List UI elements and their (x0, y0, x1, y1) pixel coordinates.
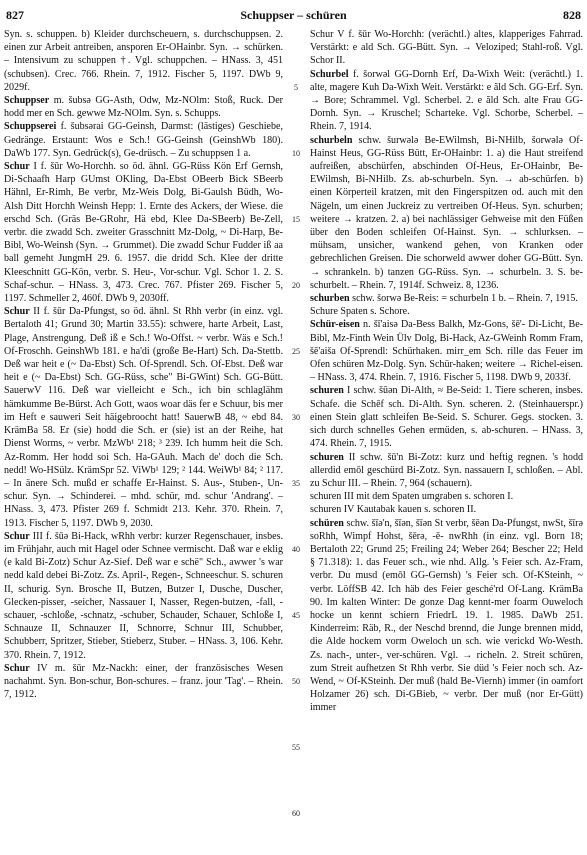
entry-headword: Schur (4, 161, 30, 173)
entry-text: III f. šūə Bi-Hack, wRhh verbr: kurzer Regenschauer, insbes. im Frühjahr, auch mit Hagel oder Schnee vermischt. Daß war e eklig (e kald Bi-Zotz) Schur Az-Sief. Deß war e schë" Sch., awwer 's war nedd kald debei Bi-Zotz. Zs. April-, Regen-, Schneeschur. S. schuren II, schurig. Syn. Brosche II, Butzen, Butzer I, Dusche, Duscher, Glecken-pisser, -seicher, Nassauer I, Nasser, Regen-butzen, -fall, -schauer, -schloße, -schnatz, -schuber, Schauder, Schauer, Schloße I, Schnauze II, Schnauzer II, Schnorre, Schnur III, Schubber, Schubberr, Spritzer, Stieber, Stieberz, Stuber. – HNass. 3, 106. Kehr. 370. Rhein. 7, 1912. (4, 530, 283, 661)
line-number: 20 (292, 280, 300, 290)
entry-headword: Schuppser (4, 95, 50, 107)
entry-headword: Schur (4, 662, 30, 674)
entry-headword: schuren (310, 451, 344, 463)
dictionary-entry (310, 28, 583, 68)
line-number: 55 (292, 742, 300, 752)
line-number: 15 (292, 214, 300, 224)
entry-text: Schure Spaten s. Schore. (310, 306, 410, 318)
dictionary-entry (310, 490, 583, 503)
entry-text: II f. šūr Da-Pfungst, so öd. ähnl. St Rhh verbr (in einz. vgl. Bertaloth 41; Grund 30; Martin 33.55): schwere, harte Arbeit, Last, Plage, Anstrengung. Deß iß e Sch.! Wo-Offst. ~ verbr. Wäs e Sch.! Of-Froschh. GeinshWb 181. e ha'di (große Be-Hart) Sch. Da-Stettb. Deß war heit e (~ Da-Ebst) Sch. Of-Sprendl. Sch. Of-Ebst. Deß war heit e (~ Da-Ebst) Sch. GG-Rüss, sche" Bi-GWint) Sch. GG-Bütt. SauerwV 116. Deß war vielleicht e Sch., ich bin schlaglähm hämkumme Be-Bürst. Ach Gott, waos woar däs fer e Schuur, bis mer im Heft e sauweri Seit häigebroocht hatt! SauerwB 48, ~ ebd 84. KrämBa 58. Er (sie) hodd die Sch. er (sie) ist an der Reihe, hat Dienst Worms, ~ verbr. MzWb¹ 218; ³ 239. Ich humm heit die Sch. Az-Romm. Her hodd soi Sch. Ha-GAuh. Mach de' doch die Sch. nedd! Wo-HSülz. KrämSpr 52. ViWb¹ 129; ² 144. WeiWb¹ 84; ² 117. – In änere Sch. mußd er schaffe Er-Hainst. S. Aus-, Stuben-, Un-schur. Syn. → Schinderei. – mhd. schür, md. schur 'Andrang'. – HNass. 3, 473. Pfister 269 f. Schmidt 213. Kehr. 370. Rhein. 7, 1913. Fischer 5, 1197. DWb 9, 2030. (4, 306, 283, 529)
entry-text: Schur V f. šūr Wo-Horchh: (verächtl.) altes, klapperiges Fahrrad. Verstärkt: e ald Sch. GG-Bütt. Syn. → Veloziped; Stahl-roß. Vgl. Schor II. (310, 29, 583, 67)
entry-headword: Schuppserei (4, 121, 57, 133)
entry-headword: Schur (4, 306, 30, 318)
dictionary-entry (4, 120, 283, 160)
entry-text: I schw. šūən Di-Alth, ≈ Be-Seid: 1. Tiere scheren, insbes. Schafe. die Schēf sch. Di-Alth. Syn. scheren. 2. (Steinhauerspr.) einen Stein glatt schleifen Be-Seid. S. Schurer. Gegs. stocken. 3. sich durch schnelles Gehen ermüden, s. ab-schuren. – HNass. 3, 474. Rhein. 7, 1915. (310, 385, 583, 450)
line-number: 45 (292, 610, 300, 620)
entry-headword: Schur (4, 530, 30, 542)
dictionary-entry (310, 134, 583, 292)
entry-headword: Schür-eisen (310, 319, 360, 331)
dictionary-entry (310, 384, 583, 450)
dictionary-entry (310, 503, 583, 516)
entry-text: IV m. šūr Mz-Nackh: einer, der französisches Wesen nachahmt. Syn. Bon-schur, Bon-schures. – franz. jour 'Tag'. – Rhein. 7, 1912. (4, 662, 284, 701)
page-title: Schuppser – schüren (240, 8, 347, 22)
entry-text: II schw. šū'n Bi-Zotz: kurz und heftig regnen. 's hodd allerdid emōl geschürd Bi-Zotz. Syn. nassauern I, schloßen. – Abl. zu Schur III. – Rhein. 7, 964 (schauern). (310, 451, 583, 489)
entry-headword: Schurbel (310, 68, 349, 80)
page-number-left: 827 (6, 8, 24, 22)
page-number-right: 828 (563, 8, 581, 22)
dictionary-entry (310, 318, 583, 384)
entry-text: schw. šurwələ Be-EWilmsh, Bi-NHilb, šorwələ Of-Hainst Heus, GG-Rüss Bütt, Er-OHainbr: 1. a) die Haut streifend aufreißen, abschürfen, abschinden Of-Heus, Er-OHainbr, Be-EWilmsh, Bi-NHilb. Zs. ab-schurbeln. Syn. → ab-schürfen. b) einen Körperteil kratzen, mit den Fingerspitzen od. auch mit den Nägeln, um einen Juckreiz zu vertreiben Of-Heus. Syn. schurben; weitere → kratzen. 2. a) bei nachlässiger Gehweise mit den Füßen über den Boden schleifen Of-Hainst. Syn. → schlurksen. – mühsam, unsicher, wankend gehen, von Kranken oder gebrechlichen Greisen. Die schorweld awwer doher GG-Bütt. Syn. → schrankeln. b) tanzen GG-Rüss. Syn. → schurbeln. 3. S. be-schurbelt. – Rhein. 7, 1914f. Schweiz. 8, 1236. (310, 134, 583, 291)
dictionary-entry (310, 517, 583, 715)
dictionary-entry (310, 451, 583, 491)
line-number: 30 (292, 412, 300, 422)
dictionary-entry (4, 94, 283, 120)
dictionary-entry (4, 305, 283, 529)
left-column (4, 28, 283, 701)
entry-headword: schurben (310, 293, 350, 305)
entry-headword: schüren (310, 517, 344, 529)
dictionary-entry (310, 305, 583, 318)
entry-text: I f. šūr Wo-Horchh. so öd. ähnl. GG-Rüss Kön Erf Gernsh, Di-Schaafh Harp GUmst OKling, Da-Ebst OBeerb Bick SBeerb Hähnl, Er-Rimh, Be verbr, Mz-Weis Dolg, Bi-Gaulsh Büdh, Wo-Alsh Ditt Horchh Weinsh Hepp: 1. Ernte des Ackers, der Wiese. die erschd Sch. (Gräs Be-GRohr, Hä ebd, Klee Da-SBeerb) Be-Zell, verbr. die zwadd Sch. zweiter Grasschnitt Mz-Dolg, ~ Di-Harp, Be-Bibl, Wo-Weinsh (Syn. → Grummet). Die zwadd Schur Fudder iß aa ball gemeht JungmH 29. 6. 1957. die dridd Sch. Klee der dritte Kleeschnitt GG-Kön, verbr. S. Heu-, Vor-schur. Vgl. Schor 1. 2. S. Schaf-schur. – HNass. 3, 473. Crec. 767. Pfister 269. Fischer 5, 1197. Schmeller 2, 460f. DWb 9, 2030ff. (4, 161, 283, 305)
line-number: 60 (292, 808, 300, 818)
line-number: 25 (292, 346, 300, 356)
dictionary-entry (4, 662, 283, 702)
entry-headword: schurbeln (310, 134, 353, 146)
entry-headword: schuren (310, 385, 344, 397)
line-number: 35 (292, 478, 300, 488)
line-number: 5 (294, 82, 298, 92)
entry-text: f. šorwəl GG-Dornh Erf, Da-Wixh Weit: (verächtl.) 1. alte, magere Kuh Da-Wixh Weit. Verstärkt: e ăld Sch. GG-Erf. Syn. → Bore; Schrammel. Vgl. Scherbel. 2. e ăld Sch. alte Frau GG-Dornh. Syn. → Kruschel; Scharteke. Vgl. Schorbe, Scherbel. – Rhein. 7, 1914. (310, 68, 583, 133)
line-number: 50 (292, 676, 300, 686)
entry-text: Syn. s. schuppen. b) Kleider durchscheuern, s. durchschuppsen. 2. einen zur Arbeit antreiben, ansporen Er-OHainbr. Syn. → schürken. – Intensivum zu schuppen †. Vgl. schuppchen. – HNass. 3, 451 (schubsen). Crec. 766. Rhein. 7, 1912. Fischer 5, 1197. DWb 9, 2029f. (4, 29, 283, 93)
dictionary-entry (4, 28, 283, 94)
entry-text: schw. šīə'n, šīən, šīən St verbr, šēən Da-Pfungst, nwSt, šīrə soRhh, Wimpf Hohst, šērə, -ē- nwRhh (in einz. vgl. Born 18; Bertaloth 22; Grund 25; Freiling 24; Weber 264; Bescher 22; Held § 71.318): 1. das Feuer sch., wie nhd. Allg. 's Feier sch. Az-Fram, verbr. Du musd (emōl GG-Gernsh) 's Feier sch. Of-KSteinh, ~ verbr. LöffSB 42. Ich häb des Feier gesché'rd Of-Lang. KrämBa 90. Im kalten Winter: De gonze Dag kennt-mer foarm Ouweloch hocke un kennt schiern FriedrL 19. 1. 1985. DaWb 251. Kinderreim: Räb, R., der Neschd brennd, die Junge brennen midd, die Alde hockem vorm Oweloch un sch. wie verickd Wo-Westh. Zs. nach-, unter-, ver-schüren. Vgl. → richeln. 2. Streit schüren, zum Streit aufhetzen St Rhh verbr. Sie düd 's Feier noch sch. Az-Wend, ~ Of-KSteinh. Der muß (hald Be-Viernh) immer (in oamfort Holzamer 26) sch. Di-GBieb, ~ verbr. Der muß (nor Er-Gütt) immer (310, 517, 583, 714)
page-header (0, 8, 587, 24)
entry-text: schw. šorwə Be-Reis: = schurbeln 1 b. – Rhein. 7, 1915. (352, 293, 578, 305)
entry-text: n. šī'aisə Da-Bess Balkh, Mz-Gons, šē'- Di-Licht, Be-Bibl, Mz-Finth Wein Ülv Dolg, Bi-Hack, Az-GWeinh Romm Fram, šē'aiša Of-Sprendl: Schürhaken. mirr_em Sch. rille das Feuer im Ofen schüren Mz-Dolg. Syn. Schür-haken; weitere → Richel-eisen. – HNass. 3, 474. Rhein. 7, 1916. Fischer 5, 1198. DWb 9, 2033f. (310, 319, 583, 384)
entry-text: schuren IV Kautabak kauen s. schoren II. (310, 504, 477, 516)
dictionary-entry (310, 292, 583, 305)
dictionary-entry (310, 68, 583, 134)
dictionary-entry (4, 160, 283, 305)
line-number: 40 (292, 544, 300, 554)
dictionary-entry (4, 530, 283, 662)
entry-text: m. šubsə GG-Asth, Odw, Mz-NOlm: Stoß, Ruck. Der hodd mer en Sch. gewwe Mz-NOlm. Syn. s. Schupps. (4, 95, 283, 120)
entry-text: f. šubsərai GG-Geinsh, Darmst: (lästiges) Geschiebe, Gedränge. Erstaunt: Wos e Sch.! GG-Geinsh (GeinshWb 180). DaWb 177. Syn. Gedrück(s), Ge-drüsch. – Zu schuppsen 1 a. (4, 121, 284, 159)
line-number: 10 (292, 148, 300, 158)
entry-text: schuren III mit dem Spaten umgraben s. schoren I. (310, 491, 514, 503)
right-column (310, 28, 583, 715)
